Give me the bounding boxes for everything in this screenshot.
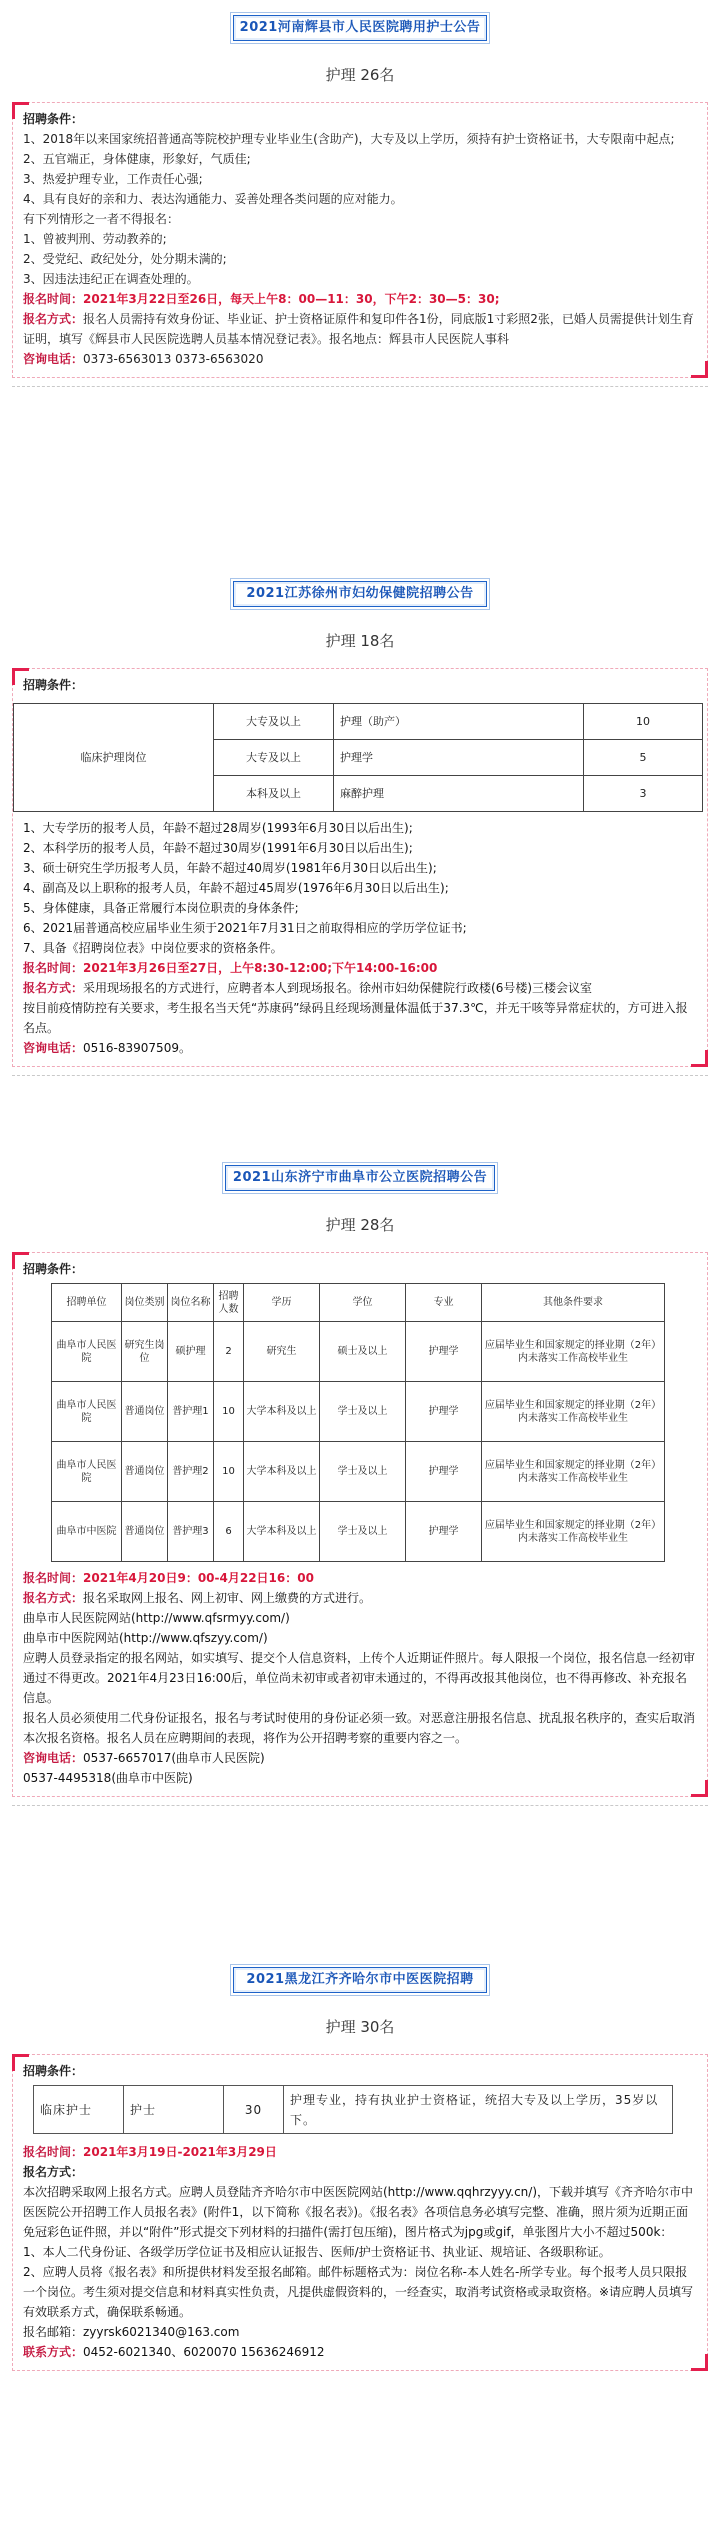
table-cell: 普护理1 <box>168 1382 214 1442</box>
table-cell: 3 <box>584 776 703 812</box>
time-label: 报名时间： <box>23 1571 84 1585</box>
divider <box>12 1805 708 1806</box>
section-2-count: 护理 18名 <box>325 632 395 650</box>
table-cell: 大专及以上 <box>214 740 334 776</box>
section-4-card <box>12 2054 708 2371</box>
section-3-card <box>12 1252 708 1797</box>
table-cell: 应届毕业生和国家规定的择业期（2年）内未落实工作高校毕业生 <box>482 1382 665 1442</box>
table-cell: 30 <box>224 2086 284 2134</box>
position-table <box>13 703 703 812</box>
table-cell: 大学本科及以上 <box>244 1502 320 1562</box>
section-2 <box>0 578 720 1076</box>
section-1-title-box <box>230 12 490 44</box>
tel-row <box>23 349 697 369</box>
table-row <box>52 1382 665 1442</box>
table-header: 岗位名称 <box>168 1284 214 1322</box>
table-row <box>52 1442 665 1502</box>
email-line: 报名邮箱：zyyrsk6021340@163.com <box>23 2325 240 2339</box>
table-cell: 学士及以上 <box>320 1442 406 1502</box>
table-cell: 应届毕业生和国家规定的择业期（2年）内未落实工作高校毕业生 <box>482 1502 665 1562</box>
table-cell: 大学本科及以上 <box>244 1382 320 1442</box>
method-row <box>23 1588 697 1608</box>
cond-line: 4、具有良好的亲和力、表达沟通能力、妥善处理各类问题的应对能力。 <box>23 192 403 206</box>
table-cell: 应届毕业生和国家规定的择业期（2年）内未落实工作高校毕业生 <box>482 1442 665 1502</box>
time-row <box>23 958 697 978</box>
table-header: 招聘单位 <box>52 1284 122 1322</box>
tel-line: 0537-4495318(曲阜市中医院) <box>23 1771 193 1785</box>
body-line: 应聘人员登录指定的报名网站，如实填写、提交个人信息资料，上传个人近期证件照片。每人限报一个岗位，报名信息一经初审通过不得更改。2021年4月23日16:00后，单位尚未初审或者初审未通过的，不得再改报其他岗位，也不得再修改、补充报名信息。 <box>23 1651 696 1705</box>
table-header: 招聘人数 <box>214 1284 244 1322</box>
table-cell: 普通岗位 <box>122 1442 168 1502</box>
table-cell: 大专及以上 <box>214 704 334 740</box>
method-row <box>23 309 697 349</box>
table-cell: 护理学 <box>406 1442 482 1502</box>
table-row <box>14 704 703 740</box>
table-cell: 普通岗位 <box>122 1502 168 1562</box>
table-cell: 普护理3 <box>168 1502 214 1562</box>
time-text: 2021年3月22日至26日，每天上午8：00—11：30，下午2：30—5：30; <box>83 292 500 306</box>
table-row <box>52 1322 665 1382</box>
section-2-title: 2021江苏徐州市妇幼保健院招聘公告 <box>233 581 487 607</box>
table-cell: 护士 <box>124 2086 224 2134</box>
table-cell: 学士及以上 <box>320 1502 406 1562</box>
section-4-count: 护理 30名 <box>325 2018 395 2036</box>
table-cell: 护理学 <box>334 740 584 776</box>
cond-line: 4、副高及以上职称的报考人员，年龄不超过45周岁(1976年6月30日以后出生); <box>23 881 449 895</box>
table-header-row <box>52 1284 665 1322</box>
section-3-title: 2021山东济宁市曲阜市公立医院招聘公告 <box>225 1165 495 1191</box>
table-cell: 曲阜市人民医院 <box>52 1442 122 1502</box>
cond-line: 3、硕士研究生学历报考人员，年龄不超过40周岁(1981年6月30日以后出生); <box>23 861 437 875</box>
cond-line: 2、五官端正，身体健康，形象好，气质佳; <box>23 152 251 166</box>
tel-row <box>23 1748 697 1768</box>
tel-label: 咨询电话： <box>23 1751 84 1765</box>
table-cell: 临床护士 <box>34 2086 124 2134</box>
table-cell: 本科及以上 <box>214 776 334 812</box>
body-line: 报名人员必须使用二代身份证报名，报名与考试时使用的身份证必须一致。对恶意注册报名信息、扰乱报名秩序的，查实后取消本次报名资格。报名人员在应聘期间的表现，将作为公开招聘考察的重要内容之一。 <box>23 1711 696 1745</box>
time-row <box>23 1568 697 1588</box>
tel-label: 咨询电话： <box>23 352 84 366</box>
time-text: 2021年3月26日至27日，上午8:30-12:00;下午14:00-16:00 <box>83 961 438 975</box>
cond-line: 2、受党纪、政纪处分，处分期未满的; <box>23 252 227 266</box>
method-label: 报名方式： <box>23 1591 84 1605</box>
table-cell: 5 <box>584 740 703 776</box>
tel-label: 联系方式： <box>23 2345 84 2359</box>
section-2-card <box>12 668 708 1067</box>
method-row <box>23 978 697 998</box>
method-label: 报名方式： <box>23 981 84 995</box>
method-text: 采用现场报名的方式进行，应聘者本人到现场报名。徐州市妇幼保健院行政楼(6号楼)三楼会议室 <box>83 981 593 995</box>
cond-line: 3、热爱护理专业，工作责任心强; <box>23 172 203 186</box>
table-cell: 护理学 <box>406 1382 482 1442</box>
section-4-title-box <box>230 1964 490 1996</box>
time-text: 2021年4月20日9：00-4月22日16：00 <box>83 1571 314 1585</box>
table-cell: 2 <box>214 1322 244 1382</box>
table-cell: 研究生岗位 <box>122 1322 168 1382</box>
section-1-title: 2021河南辉县市人民医院聘用护士公告 <box>233 15 487 41</box>
section-1 <box>0 12 720 387</box>
table-cell: 应届毕业生和国家规定的择业期（2年）内未落实工作高校毕业生 <box>482 1322 665 1382</box>
method-label: 报名方式： <box>23 312 84 326</box>
method-label: 报名方式： <box>23 2165 84 2179</box>
tel-row <box>23 2342 697 2362</box>
position-table <box>51 1283 665 1562</box>
table-cell: 曲阜市中医院 <box>52 1502 122 1562</box>
time-text: 2021年3月19日-2021年3月29日 <box>83 2145 277 2159</box>
tel-text: 0452-6021340、6020070 15636246912 <box>83 2345 325 2359</box>
time-label: 报名时间： <box>23 961 84 975</box>
table-cell: 护理学 <box>406 1322 482 1382</box>
cond-line: 3、因违法违纪正在调查处理的。 <box>23 272 199 286</box>
table-cell: 10 <box>584 704 703 740</box>
body-line: 本次招聘采取网上报名方式。应聘人员登陆齐齐哈尔市中医医院网站(http://www.qqhrzyyy.cn/)，下载并填写《齐齐哈尔市中医医院公开招聘工作人员报名表》(附件1，以下简称《报名表》)。《报名表》各项信息务必填写完整、准确，照片须为近期正面免冠彩色证件照，并以“附件”形式提交下列材料的扫描件(需打包压缩)，图片格式为jpg或gif，单张图片大小不超过500k： <box>23 2185 694 2239</box>
tel-label: 咨询电话： <box>23 1041 84 1055</box>
table-row <box>34 2086 673 2134</box>
table-cell: 护理学 <box>406 1502 482 1562</box>
section-1-count: 护理 26名 <box>325 66 395 84</box>
cond-line: 7、具备《招聘岗位表》中岗位要求的资格条件。 <box>23 941 283 955</box>
table-header: 其他条件要求 <box>482 1284 665 1322</box>
section-3 <box>0 1162 720 1806</box>
table-cell: 10 <box>214 1382 244 1442</box>
cond-line: 有下列情形之一者不得报名： <box>23 212 180 226</box>
section-1-card <box>12 102 708 378</box>
cond-line: 1、曾被判刑、劳动教养的; <box>23 232 167 246</box>
time-label: 报名时间： <box>23 292 84 306</box>
section-3-count: 护理 28名 <box>325 1216 395 1234</box>
time-row <box>23 289 697 309</box>
table-cell: 曲阜市人民医院 <box>52 1382 122 1442</box>
note: 按目前疫情防控有关要求，考生报名当天凭“苏康码”绿码且经现场测量体温低于37.3℃，并无干咳等异常症状的，方可进入报名点。 <box>23 1001 688 1035</box>
table-cell: 6 <box>214 1502 244 1562</box>
section-4-title: 2021黑龙江齐齐哈尔市中医医院招聘 <box>233 1967 487 1993</box>
website-link[interactable]: 曲阜市中医院网站(http://www.qfszyy.com/) <box>23 1631 268 1645</box>
table-cell: 硕士及以上 <box>320 1322 406 1382</box>
table-cell: 护理专业，持有执业护士资格证，统招大专及以上学历，35岁以下。 <box>284 2086 673 2134</box>
cond-label: 招聘条件： <box>23 678 84 692</box>
table-cell: 普护理2 <box>168 1442 214 1502</box>
cond-label: 招聘条件： <box>23 2064 84 2078</box>
time-row <box>23 2142 697 2162</box>
section-2-title-box <box>230 578 490 610</box>
section-4 <box>0 1964 720 2371</box>
tel-text: 0537-6657017(曲阜市人民医院) <box>83 1751 265 1765</box>
section-3-title-box <box>222 1162 498 1194</box>
table-header: 学历 <box>244 1284 320 1322</box>
table-cell: 曲阜市人民医院 <box>52 1322 122 1382</box>
table-cell: 麻醉护理 <box>334 776 584 812</box>
tel-text: 0373-6563013 0373-6563020 <box>83 352 264 366</box>
position-table <box>33 2085 673 2134</box>
table-cell: 临床护理岗位 <box>14 704 214 812</box>
table-cell: 学士及以上 <box>320 1382 406 1442</box>
cond-line: 6、2021届普通高校应届毕业生须于2021年7月31日之前取得相应的学历学位证书; <box>23 921 467 935</box>
table-cell: 研究生 <box>244 1322 320 1382</box>
cond-line: 1、2018年以来国家统招普通高等院校护理专业毕业生(含助产)，大专及以上学历，须持有护士资格证书，大专限南中起点; <box>23 132 675 146</box>
cond-line: 5、身体健康，具备正常履行本岗位职责的身体条件; <box>23 901 299 915</box>
table-cell: 硕护理 <box>168 1322 214 1382</box>
table-cell: 10 <box>214 1442 244 1502</box>
cond-line: 1、大专学历的报考人员，年龄不超过28周岁(1993年6月30日以后出生); <box>23 821 413 835</box>
table-header: 专业 <box>406 1284 482 1322</box>
cond-label: 招聘条件： <box>23 1262 84 1276</box>
method-text: 报名采取网上报名、网上初审、网上缴费的方式进行。 <box>83 1591 372 1605</box>
body-line: 1、本人二代身份证、各级学历学位证书及相应认证报告、医师/护士资格证书、执业证、规培证、各级职称证。 <box>23 2245 611 2259</box>
table-header: 学位 <box>320 1284 406 1322</box>
divider <box>12 1075 708 1076</box>
divider <box>12 386 708 387</box>
method-text: 报名人员需持有效身份证、毕业证、护士资格证原件和复印件各1份，同底版1寸彩照2张，已婚人员需提供计划生育证明，填写《辉县市人民医院选聘人员基本情况登记表》。报名地点：辉县市人民医院人事科 <box>23 312 694 346</box>
tel-row <box>23 1038 697 1058</box>
tel-text: 0516-83907509。 <box>83 1041 191 1055</box>
table-header: 岗位类别 <box>122 1284 168 1322</box>
website-link[interactable]: 曲阜市人民医院网站(http://www.qfsrmyy.com/) <box>23 1611 290 1625</box>
body-line: 2、应聘人员将《报名表》和所提供材料发至报名邮箱。邮件标题格式为：岗位名称-本人姓名-所学专业。每个报考人员只限报一个岗位。考生须对提交信息和材料真实性负责，凡提供虚假资料的，一经查实，取消考试资格或录取资格。※请应聘人员填写有效联系方式，确保联系畅通。 <box>23 2265 694 2319</box>
table-cell: 大学本科及以上 <box>244 1442 320 1502</box>
cond-line: 2、本科学历的报考人员，年龄不超过30周岁(1991年6月30日以后出生); <box>23 841 413 855</box>
cond-label: 招聘条件： <box>23 112 84 126</box>
table-cell: 普通岗位 <box>122 1382 168 1442</box>
table-cell: 护理（助产） <box>334 704 584 740</box>
time-label: 报名时间： <box>23 2145 84 2159</box>
table-row <box>52 1502 665 1562</box>
